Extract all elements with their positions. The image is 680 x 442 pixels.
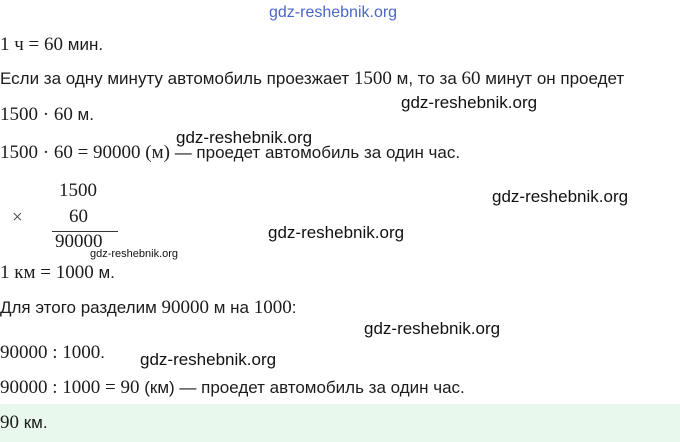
expr-km: 1 км = 1000 xyxy=(0,262,94,283)
watermark: gdz-reshebnik.org xyxy=(140,350,277,369)
num-cond-2: 60 xyxy=(461,68,481,89)
text-division-result: (км) — проедет автомобиль за один час. xyxy=(139,378,465,397)
num-div-1: 90000 xyxy=(161,297,209,318)
mult-result: 90000 xyxy=(55,231,103,252)
line-product-result xyxy=(0,142,460,164)
line-divide-intro xyxy=(0,297,296,319)
line-hour-minutes xyxy=(0,34,103,56)
answer xyxy=(0,412,48,434)
expr-product-result: 1500 · 60 = 90000 (м) xyxy=(0,142,170,163)
watermark: gdz-reshebnik.org xyxy=(176,128,313,147)
line-division xyxy=(0,342,105,364)
text-div-c: : xyxy=(291,298,297,317)
watermark-top: gdz-reshebnik.org xyxy=(269,4,398,21)
num-cond-1: 1500 xyxy=(353,68,392,89)
line-product xyxy=(0,104,94,126)
expr-division: 90000 : 1000 xyxy=(0,342,101,363)
answer-box xyxy=(0,404,680,442)
text-cond-c: минут он проедет xyxy=(480,69,625,88)
watermark: gdz-reshebnik.org xyxy=(492,187,629,206)
text-product: м. xyxy=(72,105,94,124)
text-cond-a: Если за одну минуту автомобиль проезжает xyxy=(0,69,354,88)
line-condition xyxy=(0,68,624,90)
text-product-result: — проедет автомобиль за один час. xyxy=(169,143,461,162)
text-km: м. xyxy=(93,263,115,282)
watermark: gdz-reshebnik.org xyxy=(401,93,538,112)
text-div-a: Для этого разделим xyxy=(0,298,162,317)
text-division: . xyxy=(100,343,106,362)
answer-value: 90 xyxy=(0,412,19,433)
expr-hour: 1 ч = 60 xyxy=(0,34,64,55)
text-hour: мин. xyxy=(63,35,104,54)
mult-sign: × xyxy=(12,207,23,228)
line-km-meters xyxy=(0,262,115,284)
mult-bottom: 60 xyxy=(69,206,88,227)
watermark: gdz-reshebnik.org xyxy=(268,223,405,242)
watermark: gdz-reshebnik.org xyxy=(364,319,501,338)
expr-product: 1500 · 60 xyxy=(0,104,73,125)
mult-top: 1500 xyxy=(59,180,97,201)
num-div-2: 1000 xyxy=(253,297,292,318)
line-division-result xyxy=(0,377,465,399)
answer-unit: км. xyxy=(19,413,48,432)
watermark-small: gdz-reshebnik.org xyxy=(90,248,179,260)
text-cond-b: м, то за xyxy=(391,69,462,88)
text-div-b: м на xyxy=(209,298,254,317)
expr-division-result: 90000 : 1000 = 90 xyxy=(0,377,140,398)
